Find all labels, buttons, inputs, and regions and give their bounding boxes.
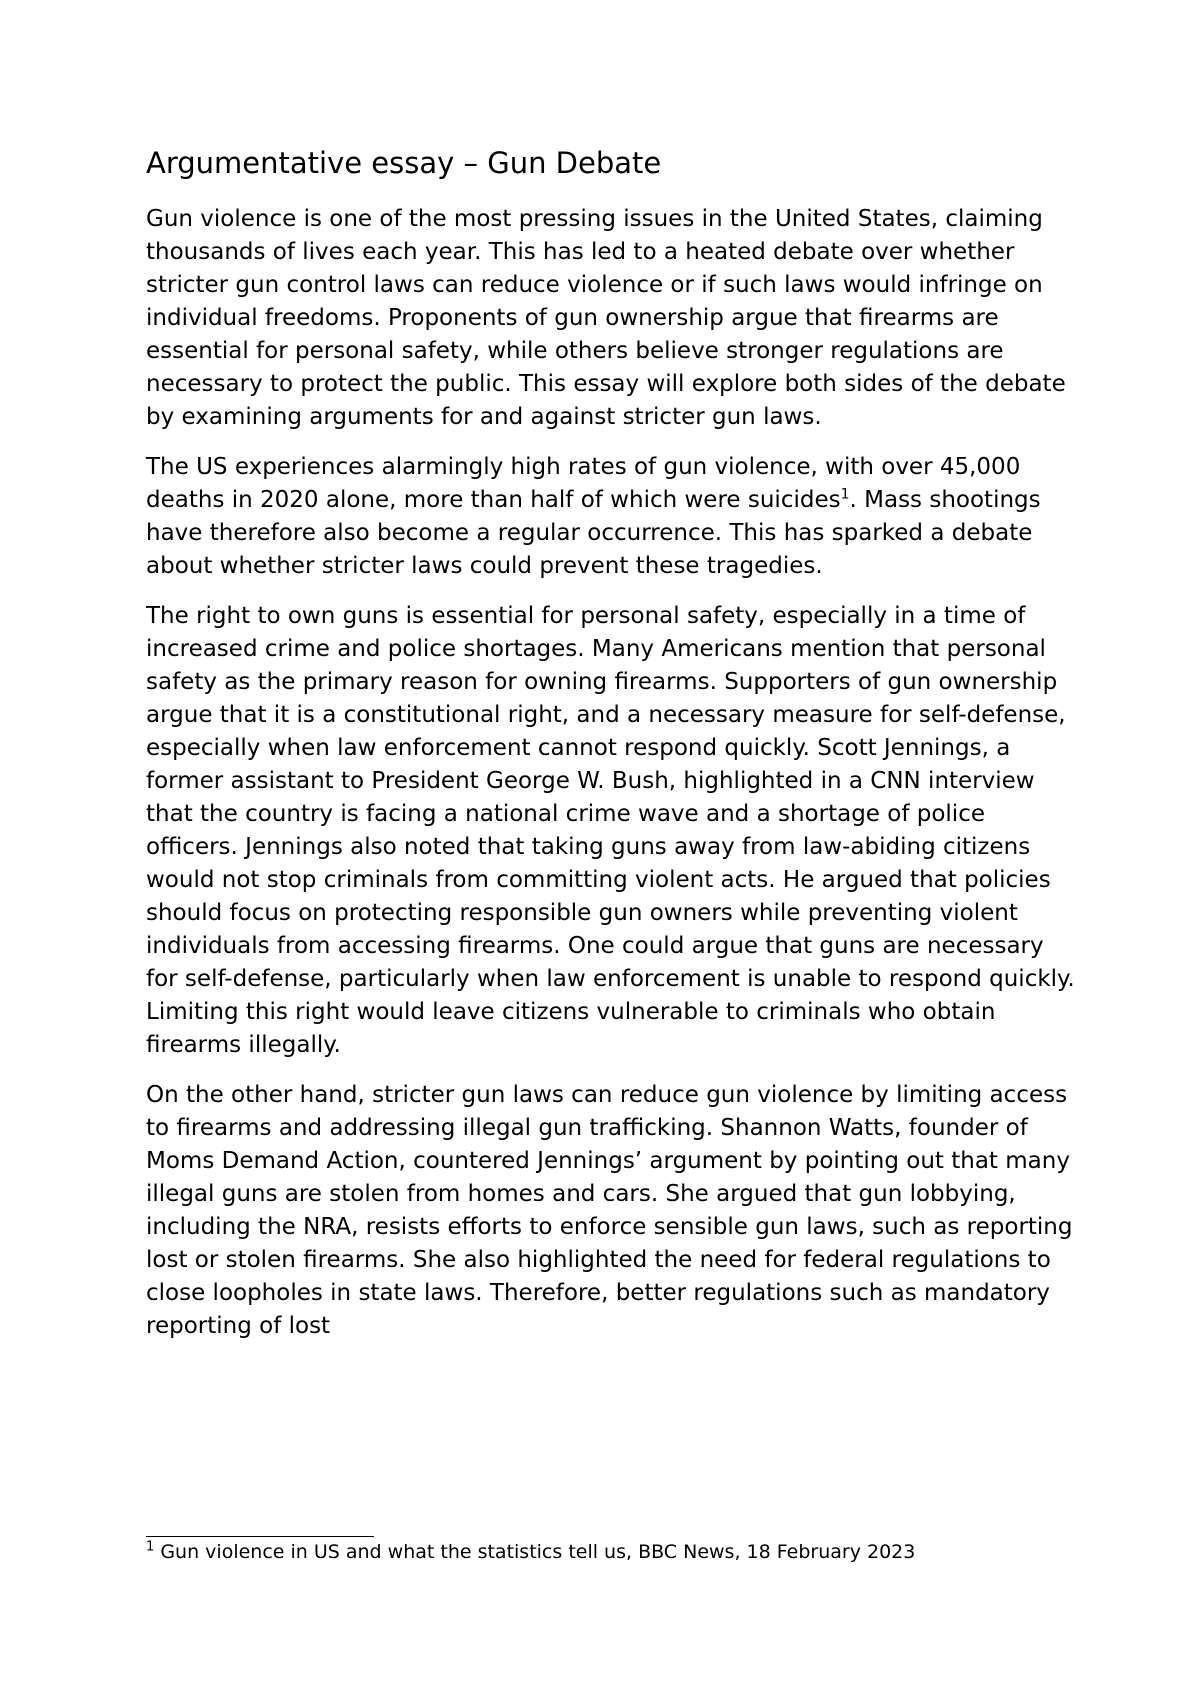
paragraph-text: The right to own guns is essential for personal safety, especially in a time of increased crime and police shortages. Many Americans mention that personal safety as the primary reason for owning firearms. Supporters of gun ownership argue that it is a constitutional right, and a necessary measure for self-defense, especially when law enforcement cannot respond quickly. Scott Jennings, a former assistant to President George W. Bush, highlighted in a CNN interview that the country is facing a national crime wave and a shortage of police officers. Jennings also noted that taking guns away from law-abiding citizens would not stop criminals from committing violent acts. He argued that policies should focus on protecting responsible gun owners while preventing violent individuals from accessing firearms. One could argue that guns are necessary for self-defense, particularly when law enforcement is unable to respond quickly. Limiting this right would leave citizens vulnerable to criminals who obtain firearms illegally. [146, 603, 1075, 1058]
paragraph-gun-control [146, 1079, 1076, 1343]
essay-title: Argumentative essay – Gun Debate [146, 146, 662, 180]
paragraph-text: The US experiences alarmingly high rates of gun violence, with over 45,000 deaths in 2020 alone, more than half of which were suicides [146, 454, 1021, 513]
footnote-reference[interactable]: 1 [840, 486, 850, 503]
paragraph-gun-rights [146, 600, 1076, 1062]
paragraph-text: Gun violence is one of the most pressing issues in the United States, claiming thousands of lives each year. This has led to a heated debate over whether stricter gun control laws can reduce violence or if such laws would infringe on individual freedoms. Proponents of gun ownership argue that firearms are essential for personal safety, while others believe stronger regulations are necessary to protect the public. This essay will explore both sides of the debate by examining arguments for and against stricter gun laws. [146, 206, 1066, 430]
footnote-text: Gun violence in US and what the statistics tell us, BBC News, 18 February 2023 [154, 1541, 916, 1563]
essay-body [146, 143, 1076, 1360]
footnote-number: 1 [146, 1539, 155, 1555]
paragraph-text: On the other hand, stricter gun laws can reduce gun violence by limiting access to firearms and addressing illegal gun trafficking. Shannon Watts, founder of Moms Demand Action, countered Jennings’ argument by pointing out that many illegal guns are stolen from homes and cars. She argued that gun lobbying, including the NRA, resists efforts to enforce sensible gun laws, such as reporting lost or stolen firearms. She also highlighted the need for federal regulations to close loopholes in state laws. Therefore, better regulations such as mandatory reporting of lost [146, 1082, 1073, 1339]
paragraph-statistics [146, 451, 1076, 583]
paragraph-text-continued: . Mass shootings have therefore also become a regular occurrence. This has sparked a debate about whether stricter laws could prevent these tragedies. [146, 487, 1041, 579]
footnote [146, 1539, 1076, 1565]
footnote-separator [146, 1536, 374, 1537]
paragraph-introduction [146, 203, 1076, 434]
